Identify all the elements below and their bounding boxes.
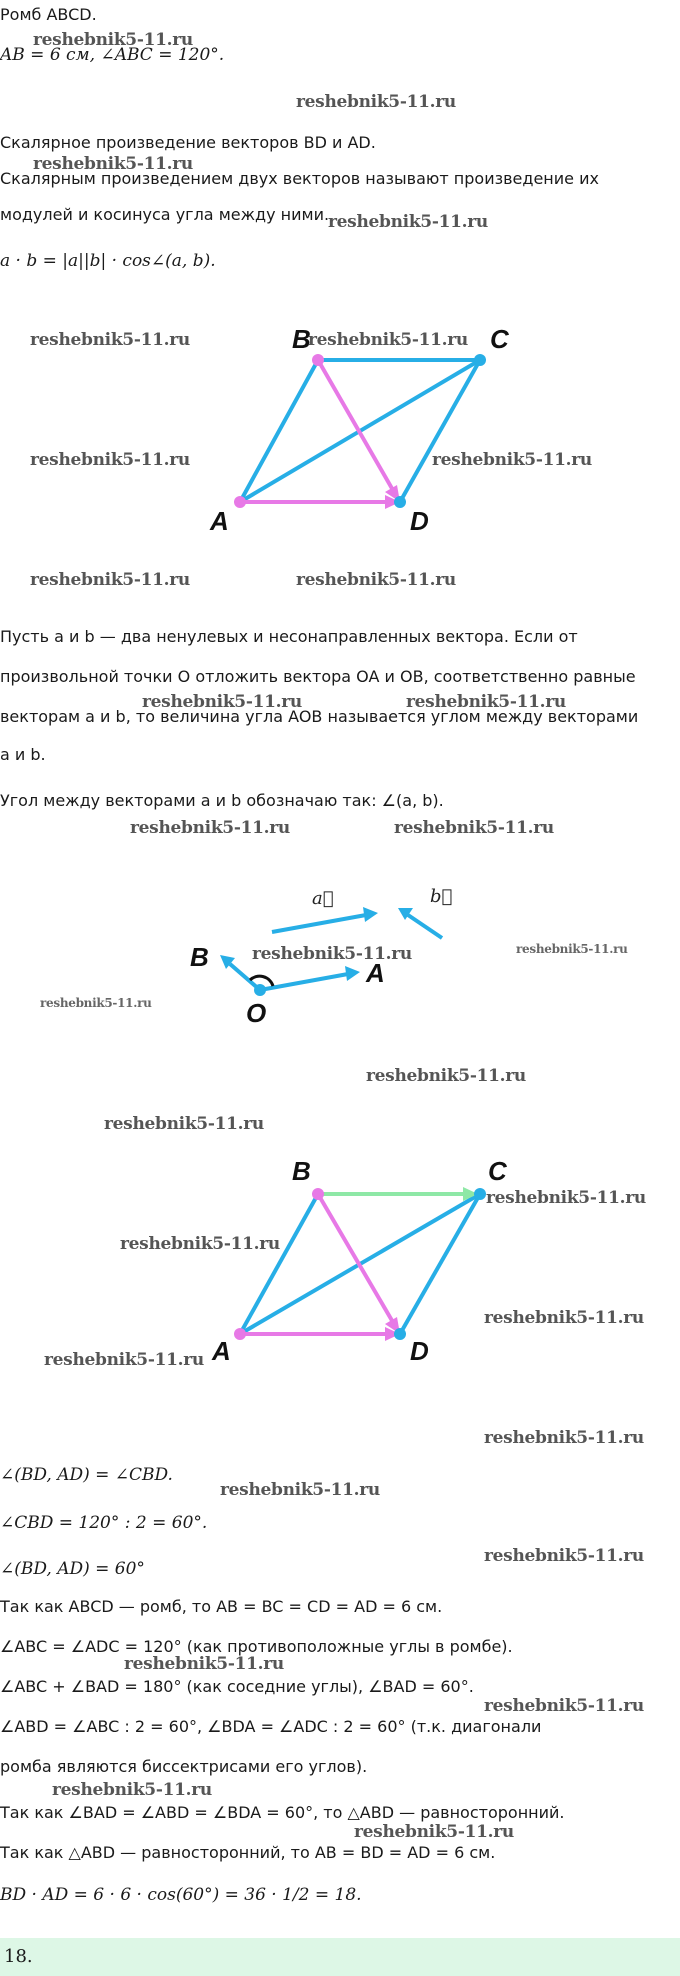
solution-step-11: BD · AD = 6 · 6 · cos(60°) = 36 · 1/2 = 18. <box>0 1885 362 1905</box>
angle-def-line-1: Пусть a и b — два ненулевых и несонаправленных вектора. Если от <box>0 627 578 646</box>
answer-box <box>0 1938 680 1976</box>
point-d <box>394 496 406 508</box>
definition-line-2: модулей и косинуса угла между ними. <box>0 205 330 224</box>
label-point-o: O <box>246 998 267 1028</box>
watermark: reshebnik5-11.ru <box>130 818 290 838</box>
watermark: reshebnik5-11.ru <box>220 1480 380 1500</box>
label-a: A <box>210 506 229 536</box>
watermark: reshebnik5-11.ru <box>484 1696 644 1716</box>
task-statement: Скалярное произведение векторов BD и AD. <box>0 133 376 152</box>
label-c: C <box>490 324 509 354</box>
watermark: reshebnik5-11.ru <box>484 1308 644 1328</box>
solution-step-3: ∠(BD, AD) = 60° <box>0 1559 145 1579</box>
vector-oa-head <box>345 966 360 981</box>
label-d: D <box>410 506 429 536</box>
definition-line-1: Скалярным произведением двух векторов называют произведение их <box>0 169 599 188</box>
watermark: reshebnik5-11.ru <box>30 450 190 470</box>
point-b <box>312 354 324 366</box>
point-c <box>474 354 486 366</box>
watermark: reshebnik5-11.ru <box>328 212 488 232</box>
point-c <box>474 1188 486 1200</box>
watermark: reshebnik5-11.ru <box>296 92 456 112</box>
solution-step-7: ∠ABD = ∠ABC : 2 = 60°, ∠BDA = ∠ADC : 2 = 60° (т.к. диагонали <box>0 1717 542 1736</box>
solution-step-9: Так как ∠BAD = ∠ABD = ∠BDA = 60°, то △ABD — равносторонний. <box>0 1803 565 1822</box>
vector-a-free <box>272 915 366 932</box>
point-b <box>312 1188 324 1200</box>
label-point-b: B <box>190 942 209 972</box>
watermark: reshebnik5-11.ru <box>484 1428 644 1448</box>
watermark: reshebnik5-11.ru <box>40 996 152 1010</box>
watermark: reshebnik5-11.ru <box>484 1546 644 1566</box>
watermark: reshebnik5-11.ru <box>30 570 190 590</box>
solution-step-5: ∠ABC = ∠ADC = 120° (как противоположные углы в ромбе). <box>0 1637 513 1656</box>
solution-step-10: Так как △ABD — равносторонний, то AB = BD = AD = 6 см. <box>0 1843 496 1862</box>
side-cd <box>400 360 480 502</box>
vector-b-free <box>408 915 442 938</box>
point-o <box>254 984 266 996</box>
label-d: D <box>410 1336 429 1366</box>
angle-def-line-2: произвольной точки O отложить вектора OA и OB, соответственно равные <box>0 667 636 686</box>
point-a <box>234 1328 246 1340</box>
watermark: reshebnik5-11.ru <box>104 1114 264 1134</box>
solution-step-2: ∠CBD = 120° : 2 = 60°. <box>0 1513 208 1533</box>
solution-step-6: ∠ABC + ∠BAD = 180° (как соседние углы), ∠BAD = 60°. <box>0 1677 474 1696</box>
watermark: reshebnik5-11.ru <box>354 1822 514 1842</box>
watermark: reshebnik5-11.ru <box>142 692 302 712</box>
label-vec-b: b⃗ <box>430 886 453 907</box>
angle-notation: Угол между векторами a и b обозначаю так: ∠(a, b). <box>0 791 444 810</box>
point-a <box>234 496 246 508</box>
label-vec-a: a⃗ <box>312 888 334 909</box>
watermark: reshebnik5-11.ru <box>406 692 566 712</box>
watermark: reshebnik5-11.ru <box>486 1188 646 1208</box>
watermark: reshebnik5-11.ru <box>516 942 628 956</box>
label-a: A <box>212 1336 231 1366</box>
watermark: reshebnik5-11.ru <box>120 1234 280 1254</box>
rhombus-figure-2 <box>0 1150 680 1370</box>
rhombus-figure-1 <box>0 320 680 540</box>
angle-def-line-4: a и b. <box>0 745 46 764</box>
problem-title: Ромб ABCD. <box>0 5 97 24</box>
watermark: reshebnik5-11.ru <box>432 450 592 470</box>
vector-bd <box>318 1194 394 1324</box>
label-b: B <box>292 1156 311 1186</box>
point-d <box>394 1328 406 1340</box>
given-values: AB = 6 см, ∠ABC = 120°. <box>0 45 225 65</box>
watermark: reshebnik5-11.ru <box>30 330 190 350</box>
solution-step-8: ромба являются биссектрисами его углов). <box>0 1757 368 1776</box>
watermark: reshebnik5-11.ru <box>252 944 412 964</box>
vector-a-free-head <box>363 907 378 922</box>
watermark: reshebnik5-11.ru <box>44 1350 204 1370</box>
angle-def-line-3: векторам a и b, то величина угла AOB называется углом между векторами <box>0 707 639 726</box>
watermark: reshebnik5-11.ru <box>52 1780 212 1800</box>
label-c: C <box>488 1156 507 1186</box>
solution-step-1: ∠(BD, AD) = ∠CBD. <box>0 1465 173 1485</box>
vector-oa <box>260 974 348 990</box>
watermark: reshebnik5-11.ru <box>296 570 456 590</box>
label-b: B <box>292 324 311 354</box>
watermark: reshebnik5-11.ru <box>308 330 468 350</box>
watermark: reshebnik5-11.ru <box>366 1066 526 1086</box>
label-point-a: A <box>366 958 385 988</box>
side-cd <box>400 1194 480 1334</box>
watermark: reshebnik5-11.ru <box>124 1654 284 1674</box>
watermark: reshebnik5-11.ru <box>33 154 193 174</box>
watermark: reshebnik5-11.ru <box>33 30 193 50</box>
watermark: reshebnik5-11.ru <box>394 818 554 838</box>
dot-product-formula: a · b = |a||b| · cos∠(a, b). <box>0 251 216 271</box>
answer-value: 18. <box>4 1946 33 1967</box>
solution-step-4: Так как ABCD — ромб, то AB = BC = CD = AD = 6 см. <box>0 1597 443 1616</box>
vector-bd <box>318 360 394 492</box>
